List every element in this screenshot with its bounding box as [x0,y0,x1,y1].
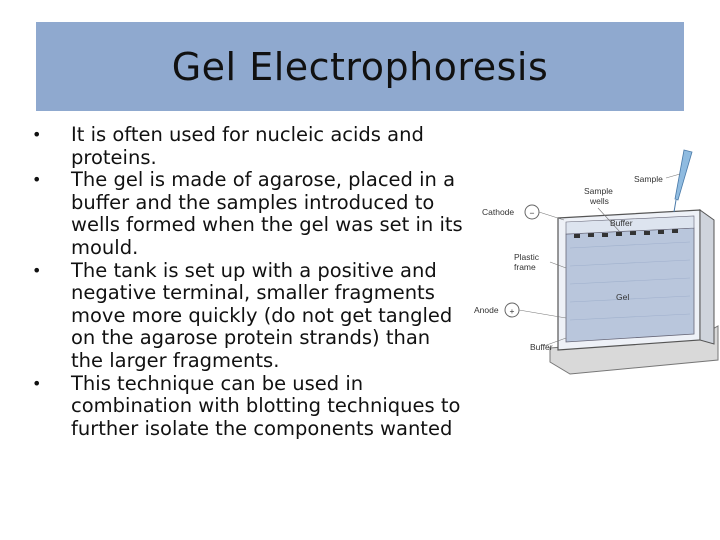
title-bar [36,22,684,111]
bullet-item [28,373,468,441]
label-plastic: Plastic [514,252,540,262]
label-sample-wells: Sample [584,186,613,196]
bullet-icon: • [32,125,42,144]
anode-sign: + [509,306,515,316]
bullet-item [28,124,468,169]
label-buffer-top: Buffer [610,218,633,228]
bullet-text: The tank is set up with a positive and negative terminal, smaller fragments move more quickly (do not get tangled on the agarose protein strands) than the larger fragments. [71,258,453,372]
tank-side [700,210,714,344]
label-sample: Sample [634,174,663,184]
label-wells: wells [590,196,609,206]
label-frame: frame [514,262,536,272]
bullet-icon: • [32,170,42,190]
bullet-item [28,169,468,259]
label-buffer-bottom: Buffer [530,342,553,352]
bullet-icon: • [32,260,42,280]
cathode-sign: − [529,208,535,218]
label-gel: Gel [616,292,630,302]
bullet-icon: • [32,373,42,393]
label-anode: Anode [474,305,499,315]
bullet-text: The gel is made of agarose, placed in a buffer and the samples introduced to wells formed when the gel was set in its mould. [71,168,463,259]
label-cathode: Cathode [482,207,515,217]
bullet-text: It is often used for nucleic acids and proteins. [71,123,424,169]
slide-title: Gel Electrophoresis [171,44,549,89]
electrophoresis-diagram [470,148,720,378]
bullet-item [28,260,468,373]
bullet-text: This technique can be used in combination with blotting techniques to further isolate the components wanted [71,371,461,440]
bullet-list [28,124,468,440]
